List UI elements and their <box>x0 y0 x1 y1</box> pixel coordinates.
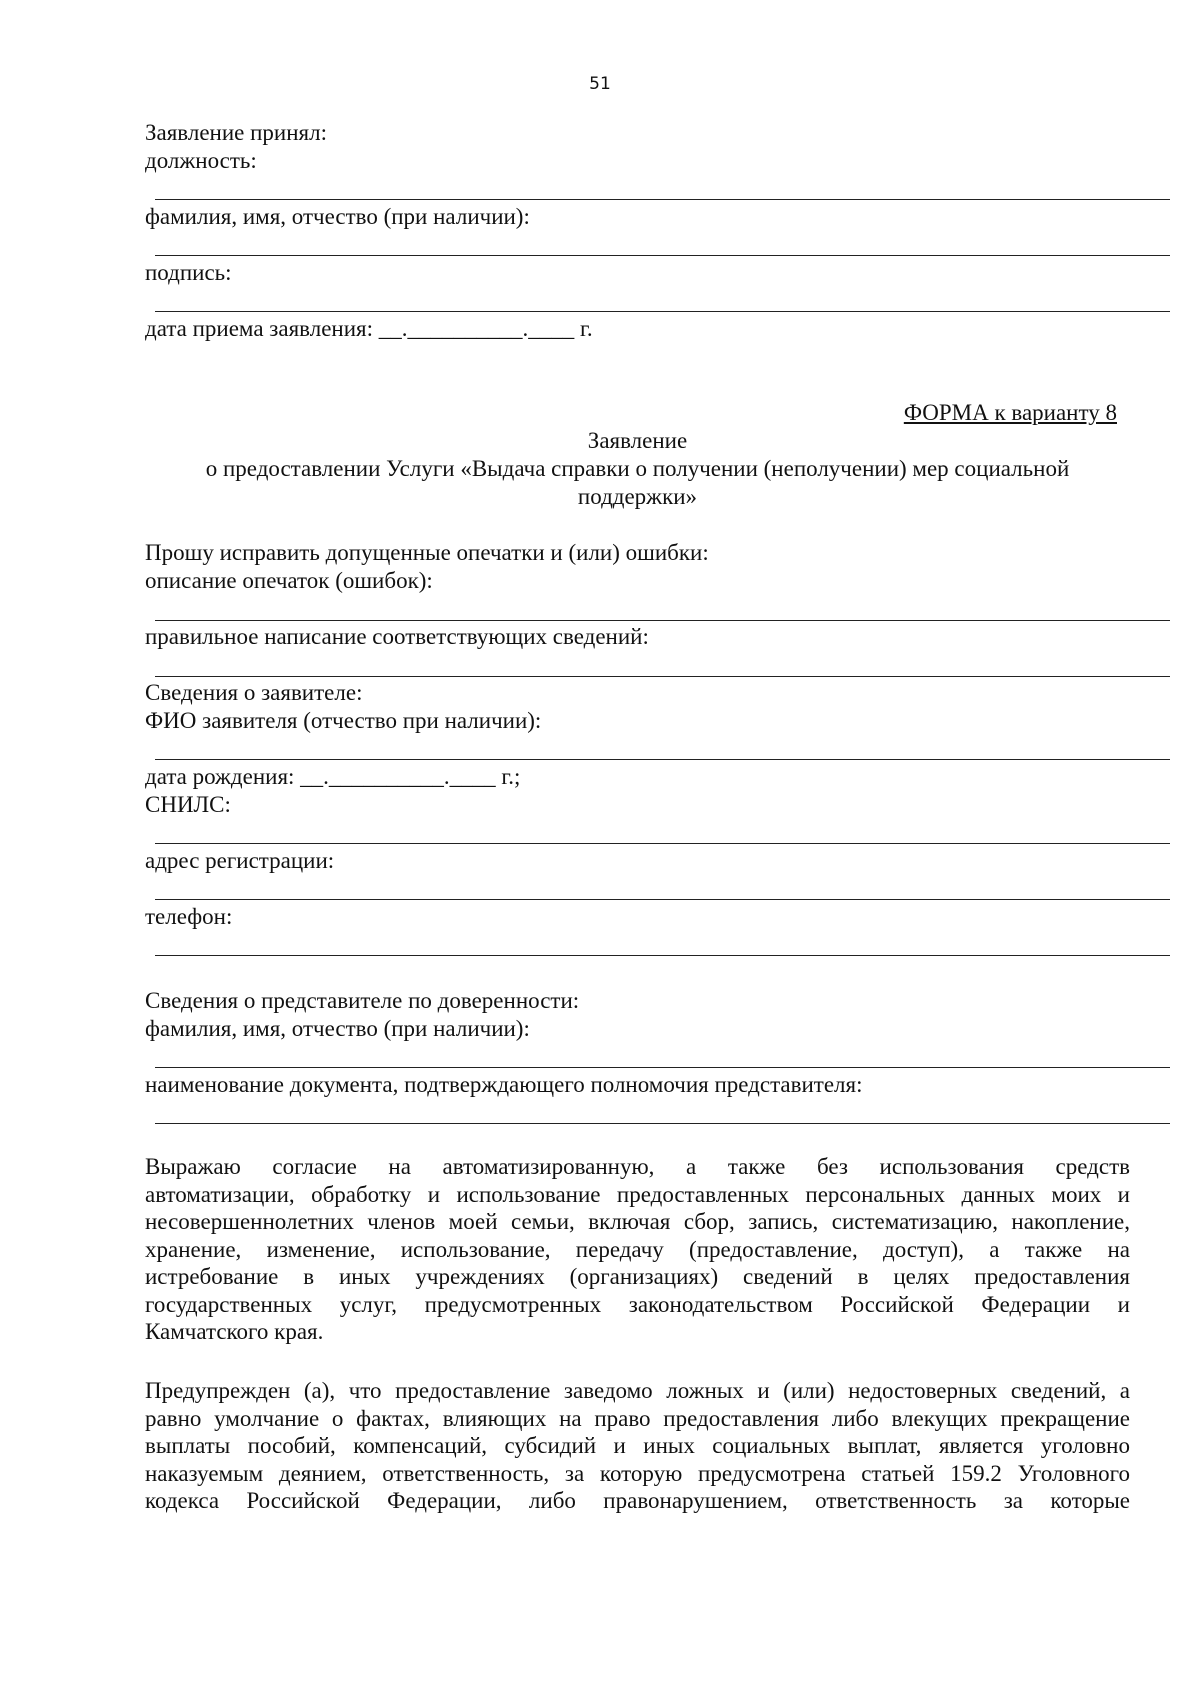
accept-signature-label: подпись: <box>145 260 232 285</box>
heading-subtitle-line1: о предоставлении Услуги «Выдача справки о получении (неполучении) мер социальной <box>205 456 1070 481</box>
heading-subtitle-line2: поддержки» <box>577 484 698 509</box>
applicant-address-label: адрес регистрации: <box>145 848 335 873</box>
accept-title: Заявление принял: <box>145 120 328 145</box>
warning-line: Предупрежден (а), что предоставление заведомо ложных и (или) недостоверных сведений, а <box>145 1378 1130 1403</box>
representative-doc-line <box>155 1123 1170 1124</box>
page-number: 51 <box>589 74 611 94</box>
applicant-fio-label: ФИО заявителя (отчество при наличии): <box>145 708 542 733</box>
consent-line: автоматизации, обработку и использование предоставленных персональных данных моих и <box>145 1181 1130 1207</box>
warning-line: наказуемым деянием, ответственность, за которую предусмотрена статьей 159.2 Уголовного <box>145 1460 1130 1486</box>
correct-line <box>155 676 1170 677</box>
applicant-snils-line <box>155 843 1170 844</box>
applicant-address-line <box>155 899 1170 900</box>
consent-line: хранение, изменение, использование, передачу (предоставление, доступ), а также на <box>145 1236 1130 1262</box>
applicant-fio-line <box>155 759 1170 760</box>
accept-position-label: должность: <box>145 148 257 173</box>
representative-doc-label: наименование документа, подтверждающего полномочия представителя: <box>145 1072 863 1097</box>
accept-signature-line <box>155 311 1170 312</box>
consent-line: государственных услуг, предусмотренных законодательством Российской Федерации и <box>145 1291 1130 1317</box>
warning-line: равно умолчание о фактах, влияющих на право предоставления либо влекущих прекращение <box>145 1405 1130 1431</box>
representative-fio-line <box>155 1067 1170 1068</box>
accept-fio-line <box>155 255 1170 256</box>
warning-paragraph <box>145 1377 1130 1515</box>
applicant-phone-label: телефон: <box>145 904 233 929</box>
accept-date-label: дата приема заявления: __.__________.____ г. <box>145 316 593 341</box>
consent-line: истребование в иных учреждениях (организациях) сведений в целях предоставления <box>145 1264 1130 1289</box>
representative-fio-label: фамилия, имя, отчество (при наличии): <box>145 1016 530 1041</box>
consent-paragraph <box>145 1153 1130 1346</box>
consent-line: Выражаю согласие на автоматизированную, а также без использования средств <box>145 1154 1130 1179</box>
applicant-title: Сведения о заявителе: <box>145 680 363 705</box>
warning-line: кодекса Российской Федерации, либо правонарушением, ответственность за которые <box>145 1488 1130 1513</box>
form-reference: ФОРМА к варианту 8 <box>903 400 1117 425</box>
applicant-phone-line <box>155 955 1170 956</box>
typos-label: описание опечаток (ошибок): <box>145 568 433 593</box>
accept-fio-label: фамилия, имя, отчество (при наличии): <box>145 204 530 229</box>
consent-line: несовершеннолетних членов моей семьи, включая сбор, запись, систематизацию, накопление, <box>145 1209 1130 1234</box>
applicant-birth-label: дата рождения: __.__________.____ г.; <box>145 764 521 789</box>
accept-position-line <box>155 199 1170 200</box>
request-text: Прошу исправить допущенные опечатки и (или) ошибки: <box>145 540 709 565</box>
correct-label: правильное написание соответствующих сведений: <box>145 624 649 649</box>
representative-title: Сведения о представителе по доверенности: <box>145 988 580 1013</box>
warning-line: выплаты пособий, компенсаций, субсидий и иных социальных выплат, является уголовно <box>145 1433 1130 1458</box>
typos-line <box>155 620 1170 621</box>
heading-title: Заявление <box>587 428 688 453</box>
consent-line: Камчатского края. <box>145 1319 324 1344</box>
applicant-snils-label: СНИЛС: <box>145 792 231 817</box>
